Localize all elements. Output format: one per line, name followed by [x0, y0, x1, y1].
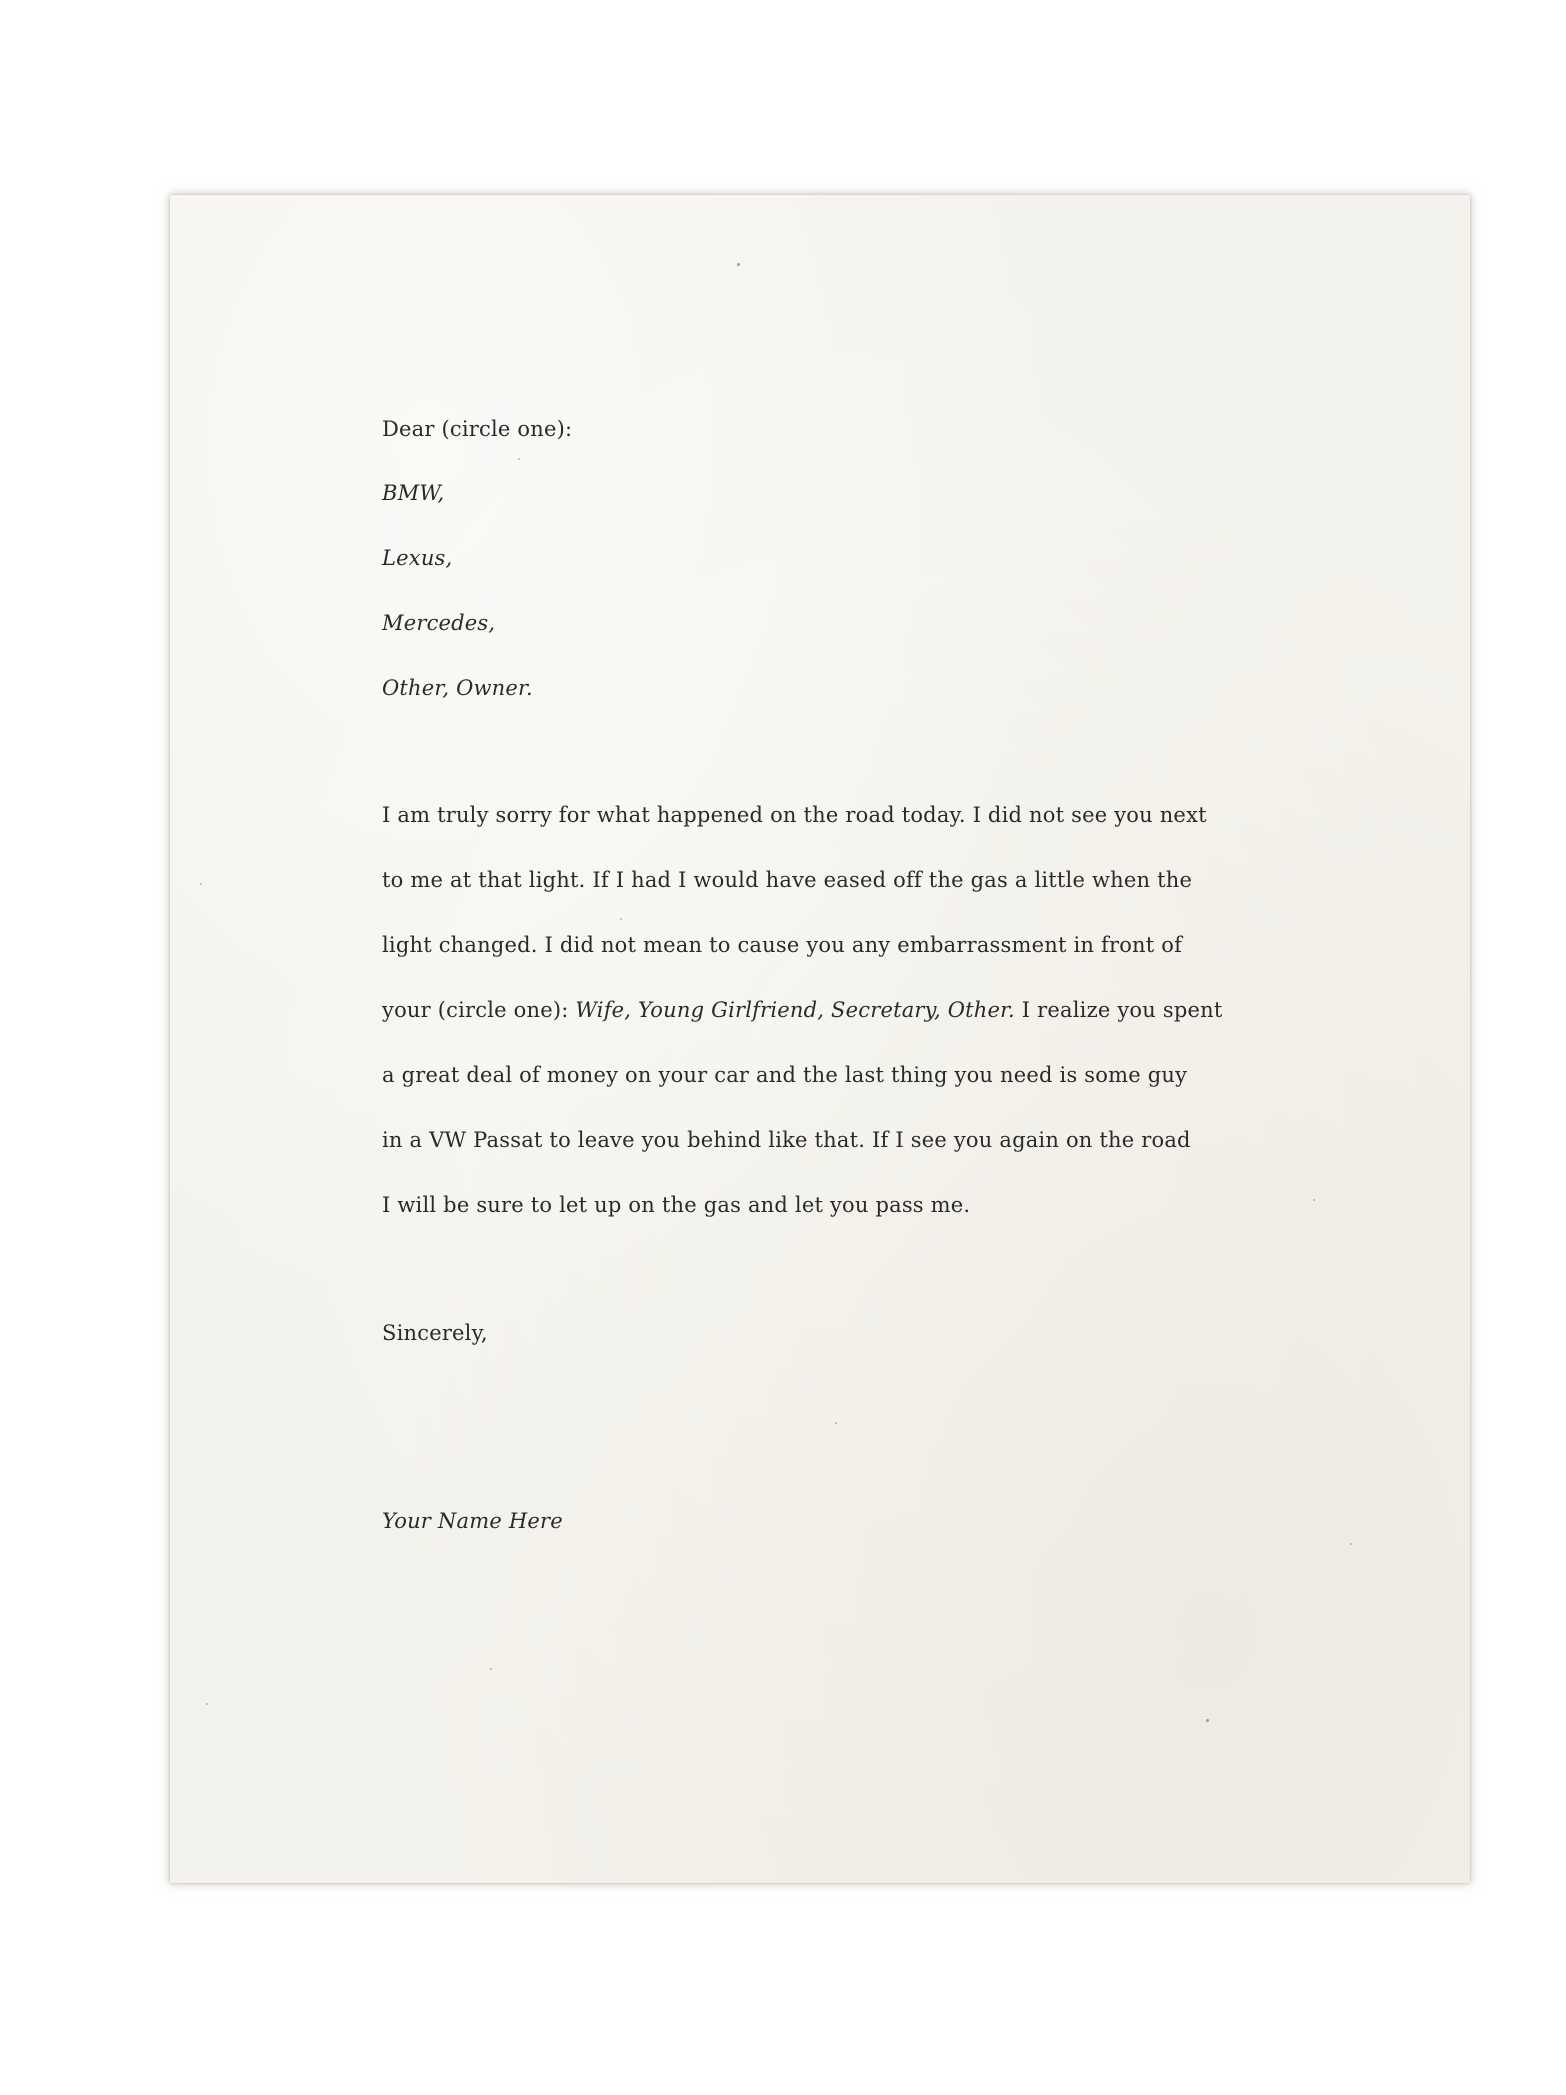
body-line: I will be sure to let up on the gas and let you pass me.	[382, 1193, 971, 1217]
paper-speck	[737, 263, 740, 266]
body-line-segment: your (circle one):	[382, 998, 576, 1022]
recipient-option: BMW,	[382, 481, 445, 505]
paper-speck	[200, 883, 202, 885]
body-line: light changed. I did not mean to cause you any embarrassment in front of	[382, 933, 1183, 957]
body-line: a great deal of money on your car and the last thing you need is some guy	[382, 1063, 1188, 1087]
body-line	[382, 998, 1222, 1022]
paper-speck	[620, 918, 622, 920]
paper-speck	[1206, 1719, 1209, 1722]
recipient-option: Other, Owner.	[382, 676, 533, 700]
paper-speck	[1350, 1543, 1352, 1545]
body-line: I am truly sorry for what happened on the road today. I did not see you next	[382, 803, 1207, 827]
signature: Your Name Here	[382, 1509, 563, 1533]
closing: Sincerely,	[382, 1321, 488, 1345]
recipient-option: Lexus,	[382, 546, 453, 570]
partner-options: Wife, Young Girlfriend, Secretary, Other.	[575, 998, 1015, 1022]
letter-paper	[170, 195, 1470, 1883]
paper-speck	[490, 1668, 492, 1670]
recipient-option: Mercedes,	[382, 611, 496, 635]
paper-speck	[835, 1422, 837, 1424]
body-line: in a VW Passat to leave you behind like that. If I see you again on the road	[382, 1128, 1191, 1152]
paper-speck	[206, 1703, 208, 1705]
paper-speck	[518, 458, 520, 460]
body-line: to me at that light. If I had I would have eased off the gas a little when the	[382, 868, 1193, 892]
body-line-segment: I realize you spent	[1014, 998, 1223, 1022]
paper-speck	[1313, 1199, 1315, 1201]
salutation: Dear (circle one):	[382, 417, 573, 441]
